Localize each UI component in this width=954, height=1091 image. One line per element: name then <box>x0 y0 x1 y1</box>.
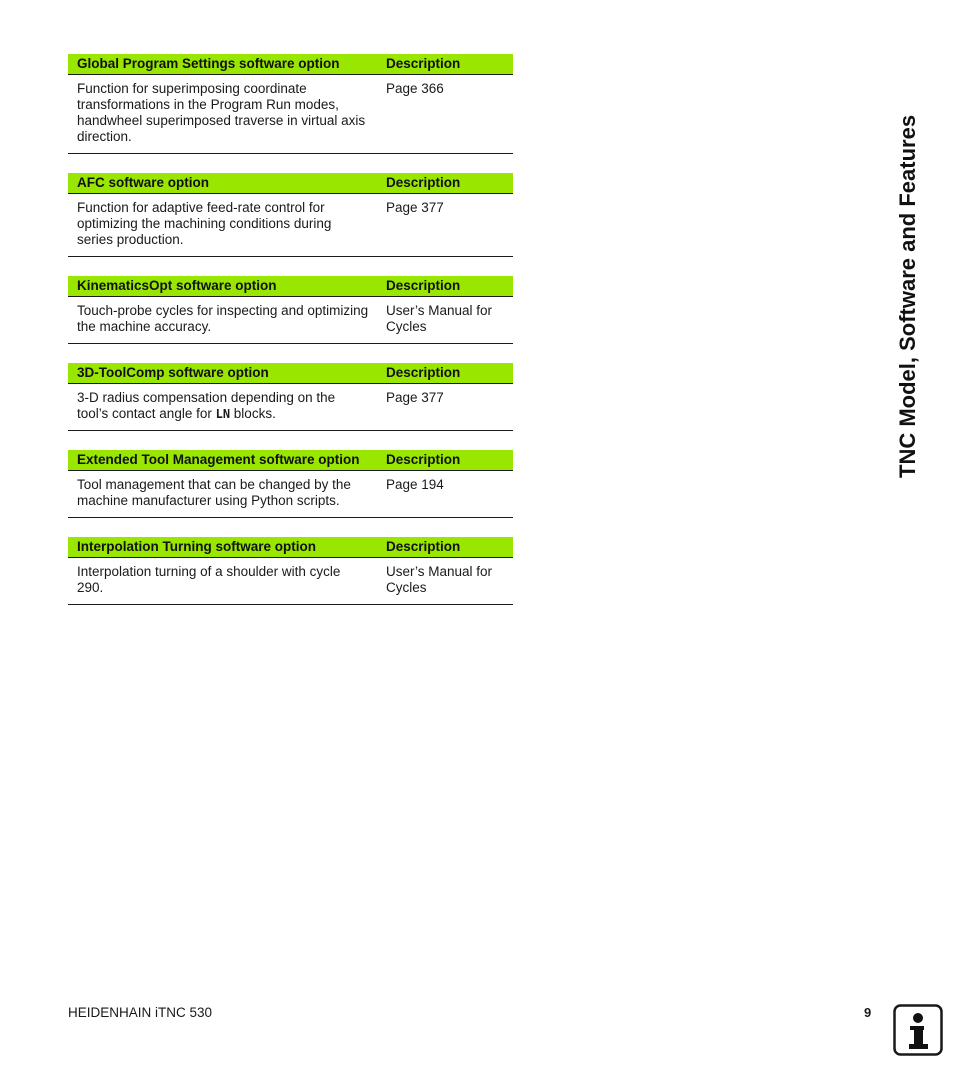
header-option: Interpolation Turning software option <box>68 537 377 558</box>
header-description: Description <box>377 537 513 558</box>
option-text <box>68 384 377 431</box>
header-description: Description <box>377 54 513 75</box>
footer-product: HEIDENHAIN iTNC 530 <box>68 1005 213 1020</box>
table-header-row <box>68 450 513 471</box>
chapter-title: TNC Model, Software and Features <box>895 114 920 478</box>
header-option: Extended Tool Management software option <box>68 450 377 471</box>
table-header-row <box>68 537 513 558</box>
page-reference: Page 366 <box>377 75 513 154</box>
table-header-row <box>68 54 513 75</box>
table-header-row <box>68 363 513 384</box>
option-tables <box>68 54 513 624</box>
table-extended-tool-management <box>68 450 513 518</box>
table-row <box>68 297 513 344</box>
table-row <box>68 194 513 257</box>
table-row <box>68 75 513 154</box>
page-reference: Page 377 <box>377 384 513 431</box>
option-text: Tool management that can be changed by the machine manufacturer using Python scripts. <box>68 471 377 518</box>
header-description: Description <box>377 363 513 384</box>
option-text: Touch-probe cycles for inspecting and optimizing the machine accuracy. <box>68 297 377 344</box>
header-description: Description <box>377 276 513 297</box>
page-number: 9 <box>864 1005 872 1020</box>
option-text: Function for superimposing coordinate transformations in the Program Run modes, handwheel superimposed traverse in virtual axis direction. <box>68 75 377 154</box>
option-text-start: 3-D radius compensation depending on the tool’s contact angle for <box>77 390 336 421</box>
page-reference: User’s Manual for Cycles <box>377 297 513 344</box>
table-row <box>68 384 513 431</box>
table-interpolation-turning <box>68 537 513 605</box>
header-option: AFC software option <box>68 173 377 194</box>
header-option: 3D-ToolComp software option <box>68 363 377 384</box>
table-header-row <box>68 173 513 194</box>
option-text: Function for adaptive feed-rate control for optimizing the machining conditions during series production. <box>68 194 377 257</box>
page-reference: Page 194 <box>377 471 513 518</box>
header-option: KinematicsOpt software option <box>68 276 377 297</box>
header-description: Description <box>377 450 513 471</box>
header-option: Global Program Settings software option <box>68 54 377 75</box>
table-3d-toolcomp <box>68 363 513 431</box>
page-reference: Page 377 <box>377 194 513 257</box>
table-kinematicsopt <box>68 276 513 344</box>
table-header-row <box>68 276 513 297</box>
page-reference: User’s Manual for Cycles <box>377 558 513 605</box>
option-text: Interpolation turning of a shoulder with cycle 290. <box>68 558 377 605</box>
table-global-program-settings <box>68 54 513 154</box>
header-description: Description <box>377 173 513 194</box>
table-row <box>68 558 513 605</box>
table-afc <box>68 173 513 257</box>
option-text-end: blocks. <box>230 406 276 421</box>
ln-code: LN <box>215 407 231 421</box>
table-row <box>68 471 513 518</box>
info-icon <box>893 1004 943 1056</box>
